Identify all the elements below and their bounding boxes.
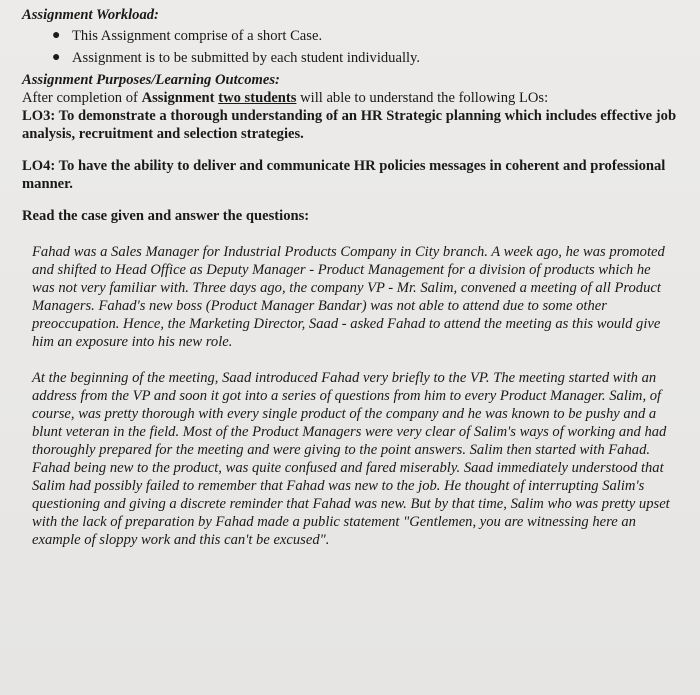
workload-bullet-text: Assignment is to be submitted by each student individually. <box>72 50 421 66</box>
case-paragraph-2: At the beginning of the meeting, Saad introduced Fahad very briefly to the VP. The meeting started with an address from the VP and soon it got into a series of questions from him to every Product Manager. Salim, of course, was pretty thorough with every single product of the company and he was known to be pushy and a blunt veteran in the field. Most of the Product Managers were very clear of Salim's ways of working and had thoroughly prepared for the meeting and were giving to the point answers. Salim then started with Fahad. <box>32 370 667 458</box>
purposes-intro <box>22 89 682 107</box>
intro-underlined: two students <box>218 90 297 106</box>
workload-heading: Assignment Workload: <box>22 7 159 23</box>
workload-list <box>22 27 682 67</box>
learning-outcome-lo3: LO3: To demonstrate a thorough understanding of an HR Strategic planning which includes effective job analysis, recruitment and selection strategies. <box>22 108 677 142</box>
intro-text: After completion of <box>22 90 142 106</box>
workload-bullet-text: This Assignment comprise of a short Case. <box>72 28 323 44</box>
case-paragraph-3: Fahad being new to the product, was quite confused and fared miserably. Saad immediately understood that Salim had possibly failed to remember that Fahad was new to the job. He thought of interrupting Salim's questioning and giving a discrete reminder that Fahad was new. But by that time, Salim who was pretty upset with the lack of preparation by Fahad made a public statement "Gentlemen, you are witnessing here an example of sloppy work and this can't be excused". <box>32 460 670 548</box>
instruction-text: Read the case given and answer the questions: <box>22 208 310 224</box>
purposes-heading: Assignment Purposes/Learning Outcomes: <box>22 72 280 88</box>
case-paragraph-1: Fahad was a Sales Manager for Industrial Products Company in City branch. A week ago, he was promoted and shifted to Head Office as Deputy Manager - Product Management for a division of products which he was not very familiar with. Three days ago, the company VP - Mr. Salim, convened a meeting of all Product Managers. Fahad's new boss (Product Manager Bandar) was not able to attend due to some other preoccupation. Hence, the Marketing Director, Saad - asked Fahad to attend the meeting as this would give him an exposure into his new role. <box>32 244 665 350</box>
bullet-icon: ● <box>52 50 61 65</box>
intro-text-end: will able to understand the following LOs: <box>296 90 549 106</box>
list-item <box>52 49 682 67</box>
bullet-icon: ● <box>52 28 61 43</box>
intro-bold: Assignment <box>141 90 215 106</box>
list-item <box>52 27 682 45</box>
learning-outcome-lo4: LO4: To have the ability to deliver and communicate HR policies messages in coherent and professional manner. <box>22 158 666 192</box>
